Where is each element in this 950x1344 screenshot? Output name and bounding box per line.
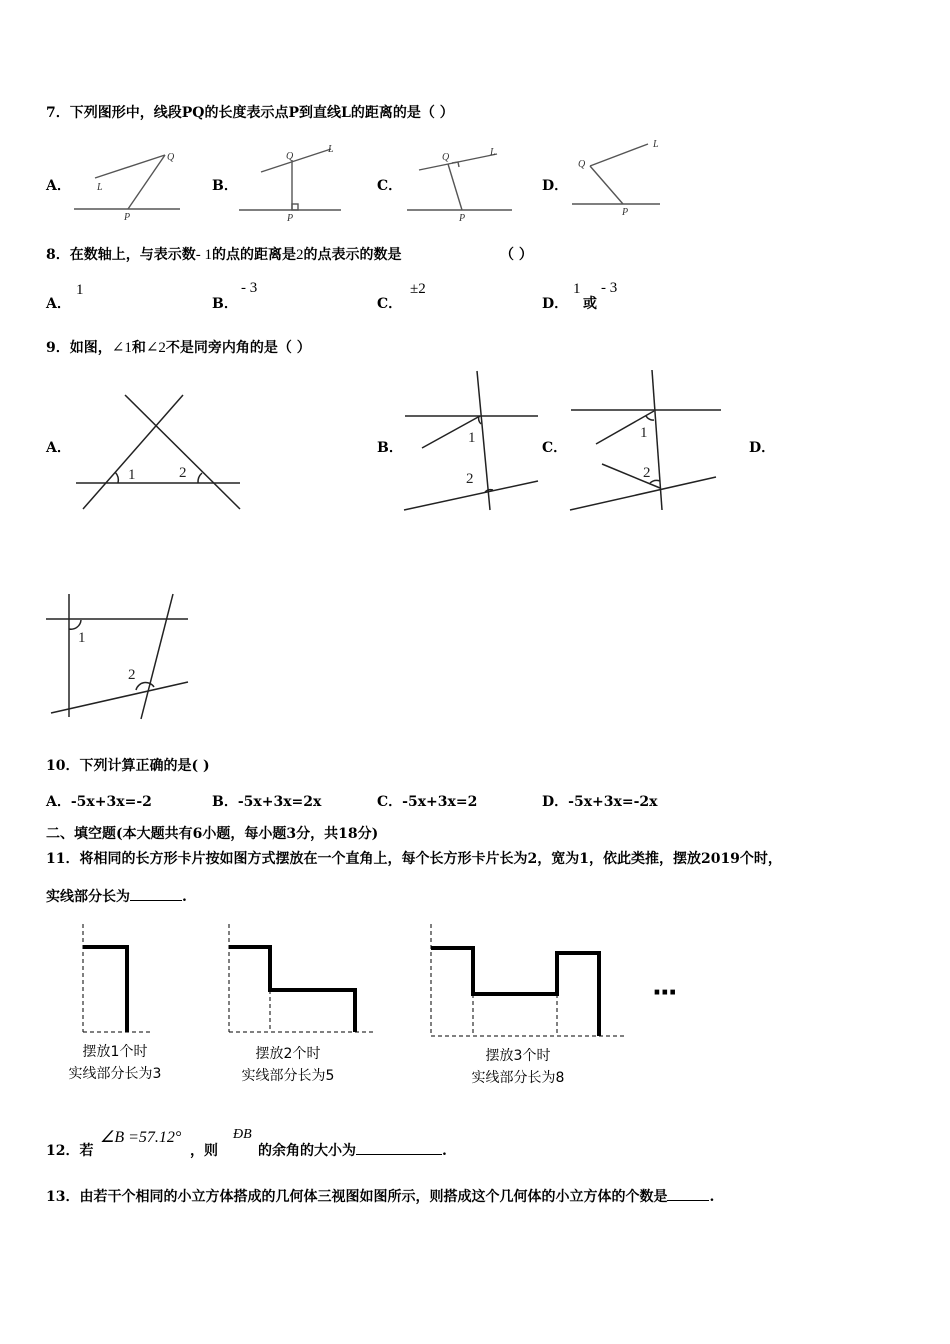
q12-expr2: ÐB <box>233 1127 252 1142</box>
q11-line2 <box>46 888 187 906</box>
q7b-q-label: Q <box>286 151 294 162</box>
q9a-angle1-label: 1 <box>128 467 136 483</box>
q11-caption-1a: 摆放1个时 <box>82 1044 148 1060</box>
q8-option-d-label: D． <box>542 296 569 312</box>
q9-angle1: ∠1 <box>111 340 132 356</box>
q9c-angle1-label: 1 <box>640 425 648 441</box>
q8-num-2: 2 <box>296 247 304 263</box>
q7-option-a-label: A． <box>46 178 71 194</box>
q7d-p-label: P <box>622 207 629 218</box>
q7-option-d-label: D． <box>542 178 569 194</box>
q12-expr: ∠B =57.12° <box>100 1129 182 1146</box>
q10-stem: 10．下列计算正确的是( ) <box>46 758 210 774</box>
section-heading: 二、填空题(本大题共有6小题，每小题3分，共18分) <box>46 826 379 842</box>
q9-stem <box>46 339 311 357</box>
q7a-p-label: P <box>124 212 131 223</box>
q11-caption-3a: 摆放3个时 <box>485 1048 551 1064</box>
q10-option-c <box>377 791 477 811</box>
q11-ellipsis: ··· <box>652 978 676 1008</box>
q11-caption-3 <box>438 1045 598 1089</box>
q8-option-a-value: 1 <box>76 282 84 298</box>
q10-option-a-label: A． <box>46 794 71 810</box>
q9-figure-d <box>44 592 204 722</box>
q11-end: . <box>182 889 187 905</box>
q9-angle2: ∠2 <box>145 340 166 356</box>
q11-caption-1 <box>35 1041 195 1085</box>
q8-paren: （ ） <box>500 247 533 263</box>
q10-option-b-label: B． <box>212 794 238 810</box>
q10-option-a <box>46 791 152 811</box>
q9d-angle1-label: 1 <box>78 630 86 646</box>
q9-figure-b <box>402 368 542 513</box>
q7c-p-label: P <box>459 213 466 224</box>
q7d-l-label: L <box>653 139 659 150</box>
q10-option-b-value: -5x+3x=2x <box>237 794 322 810</box>
q7-option-b-label: B． <box>212 178 238 194</box>
q9c-angle2-label: 2 <box>643 465 651 481</box>
q8-option-a-label: A． <box>46 296 71 312</box>
q9-figure-a <box>76 392 246 512</box>
q8-stem <box>46 246 402 264</box>
q7c-l-label: L <box>490 147 496 158</box>
q13-text: 13．由若干个相同的小立方体搭成的几何体三视图如图所示，则搭成这个几何体的小立方体的个数是 <box>46 1189 668 1205</box>
q8-option-c-label: C． <box>377 296 403 312</box>
q9d-angle2-label: 2 <box>128 667 136 683</box>
q11-line2-text: 实线部分长为 <box>46 889 130 905</box>
q7-figure-c <box>404 140 524 225</box>
q13-answer-blank[interactable] <box>667 1188 709 1201</box>
q12-mid: ，则 <box>190 1143 218 1159</box>
q7d-q-label: Q <box>578 159 586 170</box>
q7b-p-label: P <box>287 213 294 224</box>
q9-figure-c <box>568 368 723 513</box>
q8-option-b-value: - 3 <box>241 280 258 296</box>
q8-num-neg1: - 1 <box>195 247 212 263</box>
q10-option-c-value: -5x+3x=2 <box>402 794 478 810</box>
q7-option-c-label: C． <box>377 178 403 194</box>
q11-figure-1 <box>78 922 158 1037</box>
q9b-angle2-label: 2 <box>466 471 474 487</box>
q9b-angle1-label: 1 <box>468 430 476 446</box>
q11-line1: 11．将相同的长方形卡片按如图方式摆放在一个直角上，每个长方形卡片长为2，宽为1，依此类推，摆放2019个时， <box>46 851 782 867</box>
q9-and: 和 <box>131 340 146 356</box>
q9-option-b-label: B． <box>377 440 403 456</box>
q12-prefix: 12．若 <box>46 1143 94 1159</box>
q12-suffix: 的余角的大小为 <box>258 1143 356 1159</box>
q12-end: . <box>442 1143 447 1159</box>
q9-stem-b: 不是同旁内角的是（ ） <box>165 340 311 356</box>
q10-option-d-value: -5x+3x=-2x <box>568 794 658 810</box>
q7-figure-d <box>568 136 688 221</box>
q11-caption-2b: 实线部分长为5 <box>241 1068 335 1084</box>
q11-figure-3 <box>426 922 631 1037</box>
q9-option-a-label: A． <box>46 440 71 456</box>
q7a-q-label: Q <box>167 152 175 163</box>
q7b-l-label: L <box>328 144 334 155</box>
q11-figure-2 <box>224 922 379 1037</box>
q7a-l-label: L <box>97 182 103 193</box>
q9-option-c-label: C． <box>542 440 568 456</box>
q11-answer-blank[interactable] <box>130 888 182 901</box>
q11-caption-2 <box>208 1043 368 1087</box>
q8-option-c-value: ±2 <box>410 281 426 297</box>
q8-stem-b: 的点的距离是 <box>212 247 296 263</box>
q9-option-d-label: D． <box>749 440 776 456</box>
q7-figure-a <box>70 142 190 222</box>
q7c-q-label: Q <box>442 152 450 163</box>
q8-stem-a: 8．在数轴上，与表示数 <box>46 247 196 263</box>
q7-figure-b <box>236 140 356 225</box>
q13-end: . <box>709 1189 715 1205</box>
q11-caption-1b: 实线部分长为3 <box>68 1066 162 1082</box>
q10-option-d <box>542 791 658 811</box>
q9a-angle2-label: 2 <box>179 465 187 481</box>
q8-option-d-value-a: 1 <box>573 281 581 297</box>
q8-option-b-label: B． <box>212 296 238 312</box>
q11-caption-3b: 实线部分长为8 <box>471 1070 565 1086</box>
q8-option-d-value-b: - 3 <box>601 280 618 296</box>
q8-stem-c: 的点表示的数是 <box>303 247 402 263</box>
q11-caption-2a: 摆放2个时 <box>255 1046 321 1062</box>
q7-stem: 7．下列图形中，线段PQ的长度表示点P到直线L的距离的是（ ） <box>46 105 454 121</box>
q8-option-d-conj: 或 <box>583 296 597 312</box>
q9-stem-a: 9．如图， <box>46 340 112 356</box>
q13-stem <box>46 1188 714 1206</box>
q12-rest <box>258 1142 447 1160</box>
q10-option-c-label: C． <box>377 794 403 810</box>
q12-answer-blank[interactable] <box>356 1142 442 1155</box>
q10-option-b <box>212 791 321 811</box>
q10-option-d-label: D． <box>542 794 569 810</box>
q10-option-a-value: -5x+3x=-2 <box>70 794 152 810</box>
